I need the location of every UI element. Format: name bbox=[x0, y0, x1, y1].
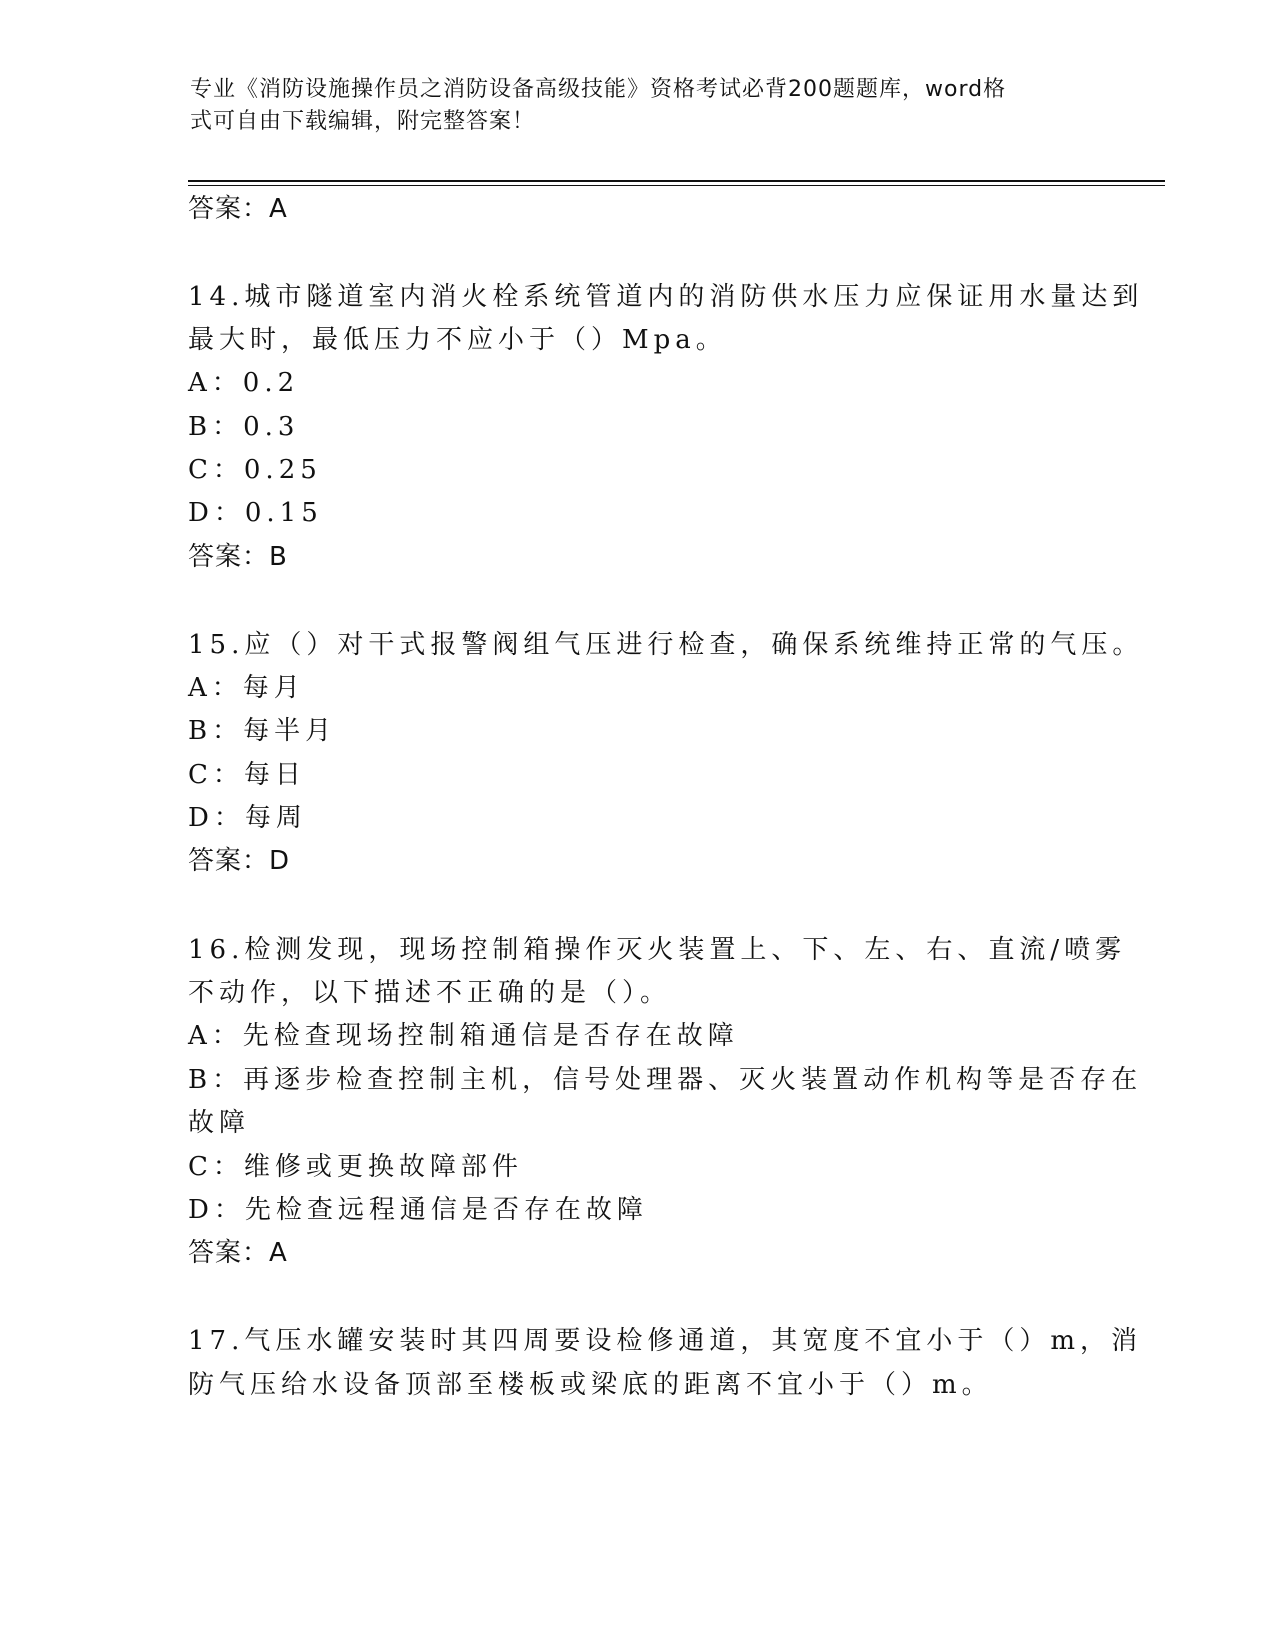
question-14-option-c: C：0.25 bbox=[188, 455, 322, 485]
question-17-text-line-1: 17.气压水罐安装时其四周要设检修通道，其宽度不宜小于（）m，消 bbox=[188, 1326, 1143, 1356]
question-15-option-d: D：每周 bbox=[188, 803, 307, 833]
question-16-text-line-1: 16.检测发现，现场控制箱操作灭火装置上、下、左、右、直流/喷雾 bbox=[188, 935, 1127, 965]
question-16-option-b-continued: 故障 bbox=[188, 1108, 251, 1138]
question-16-option-b: B：再逐步检查控制主机，信号处理器、灭火装置动作机构等是否存在 bbox=[188, 1065, 1143, 1095]
question-15-text-line-1: 15.应（）对干式报警阀组气压进行检查，确保系统维持正常的气压。 bbox=[188, 630, 1144, 660]
header-line-2: 式可自由下载编辑，附完整答案！ bbox=[190, 109, 536, 134]
question-16-option-c: C：维修或更换故障部件 bbox=[188, 1152, 523, 1182]
question-15-option-c: C：每日 bbox=[188, 760, 306, 790]
question-14-text-line-2: 最大时，最低压力不应小于（）Mpa。 bbox=[188, 325, 727, 355]
question-15-option-b: B：每半月 bbox=[188, 716, 337, 746]
header-divider bbox=[188, 180, 1165, 186]
question-14-option-b: B：0.3 bbox=[188, 412, 300, 442]
question-16-text-line-2: 不动作，以下描述不正确的是（）。 bbox=[188, 978, 672, 1008]
document-header bbox=[190, 74, 1090, 138]
header-line-1: 专业《消防设施操作员之消防设备高级技能》资格考试必背200题题库，word格 bbox=[190, 77, 1007, 102]
answer-q15: 答案：D bbox=[188, 846, 291, 876]
question-17-text-line-2: 防气压给水设备顶部至楼板或梁底的距离不宜小于（）m。 bbox=[188, 1370, 993, 1400]
answer-q13: 答案：A bbox=[188, 194, 288, 224]
question-16-option-a: A：先检查现场控制箱通信是否存在故障 bbox=[188, 1021, 739, 1051]
question-16-option-d: D：先检查远程通信是否存在故障 bbox=[188, 1195, 648, 1225]
question-14-text-line-1: 14.城市隧道室内消火栓系统管道内的消防供水压力应保证用水量达到 bbox=[188, 282, 1144, 312]
answer-q14: 答案：B bbox=[188, 542, 288, 572]
answer-q16: 答案：A bbox=[188, 1238, 288, 1268]
question-14-option-d: D：0.15 bbox=[188, 498, 323, 528]
question-14-option-a: A：0.2 bbox=[188, 368, 300, 398]
question-15-option-a: A：每月 bbox=[188, 673, 305, 703]
